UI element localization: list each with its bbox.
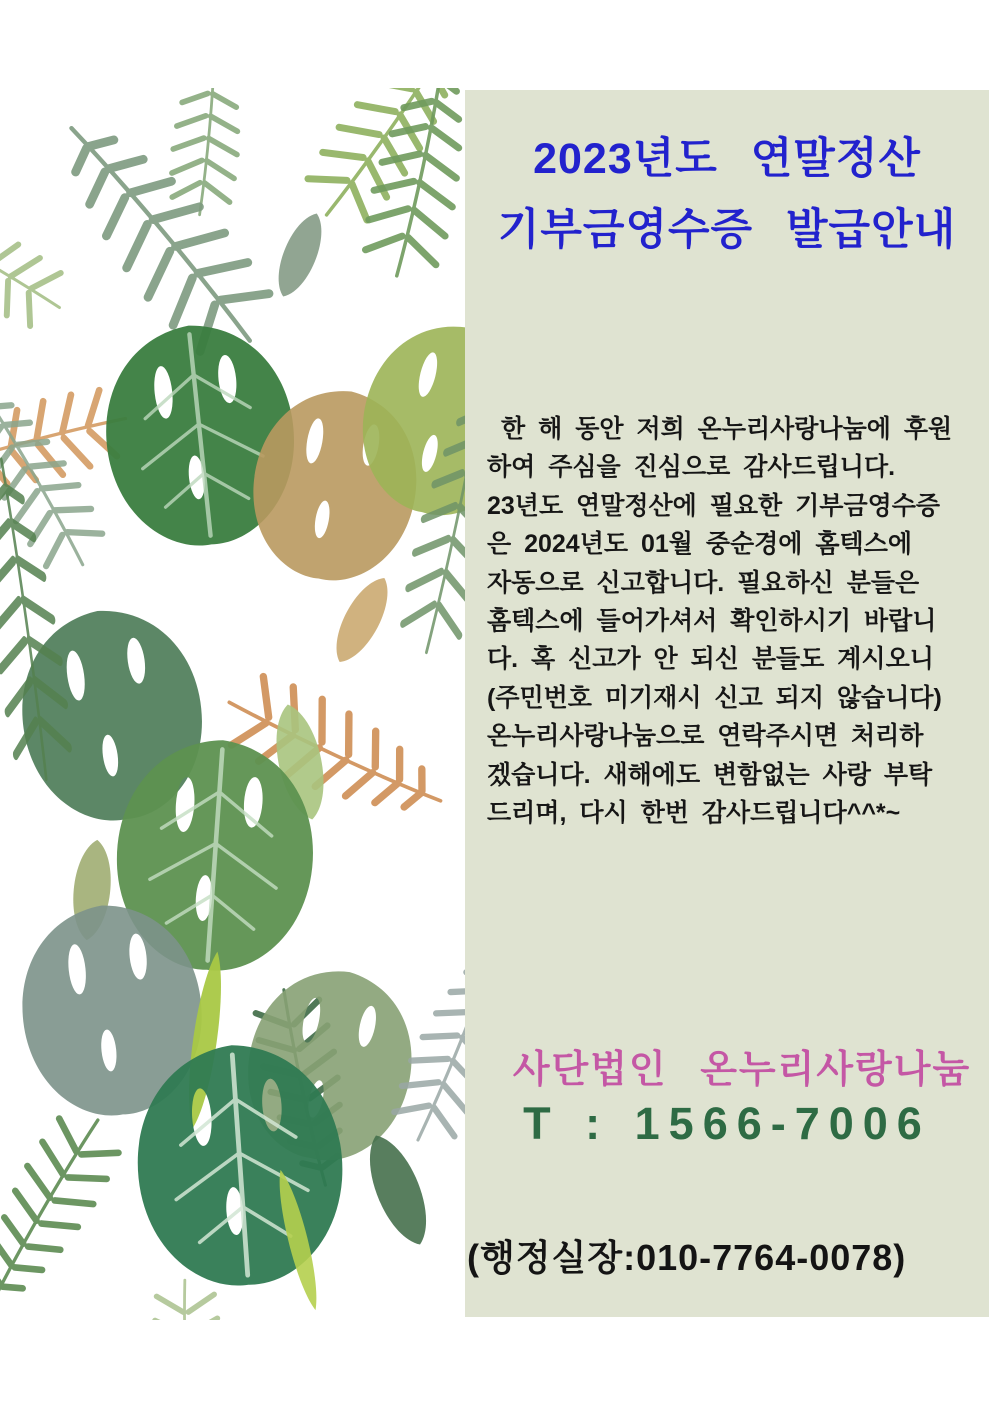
body-line: 한 해 동안 저희 온누리사랑나눔에 후원 xyxy=(501,415,953,443)
title-line-2: 기부금영수증 발급안내 xyxy=(497,206,957,254)
body-line: 은 2024년도 01월 중순경에 홈텍스에 xyxy=(487,530,913,559)
body-line: 23년도 연말정산에 필요한 기부금영수증 xyxy=(487,491,941,520)
leaf-illustration-icon xyxy=(0,88,470,1320)
org-name: 사단법인 온누리사랑나눔 xyxy=(512,1049,972,1091)
body-line: 온누리사랑나눔으로 연락주시면 처리하 xyxy=(487,722,924,751)
title-line-1: 2023년도 연말정산 xyxy=(533,135,921,183)
body-line: 자동으로 신고합니다. 필요하신 분들은 xyxy=(487,568,920,597)
announcement-panel xyxy=(465,90,989,1317)
body-line: 다. 혹 신고가 안 되신 분들도 계시오니 xyxy=(487,645,934,674)
announcement-body xyxy=(487,410,965,832)
body-line: 드리며, 다시 한번 감사드립니다^^*~ xyxy=(487,799,901,828)
poster-title xyxy=(465,124,989,266)
body-line: 홈텍스에 들어가셔서 확인하시기 바랍니 xyxy=(487,607,937,636)
body-line: 하여 주심을 진심으로 감사드립니다. xyxy=(487,453,896,482)
phone-number: T : 1566-7006 xyxy=(523,1098,931,1149)
body-line: (주민번호 미기재시 신고 되지 않습니다) xyxy=(487,683,942,712)
admin-contact: (행정실장:010-7764-0078) xyxy=(467,1237,907,1278)
body-line: 겠습니다. 새해에도 변함없는 사랑 부탁 xyxy=(487,760,933,789)
